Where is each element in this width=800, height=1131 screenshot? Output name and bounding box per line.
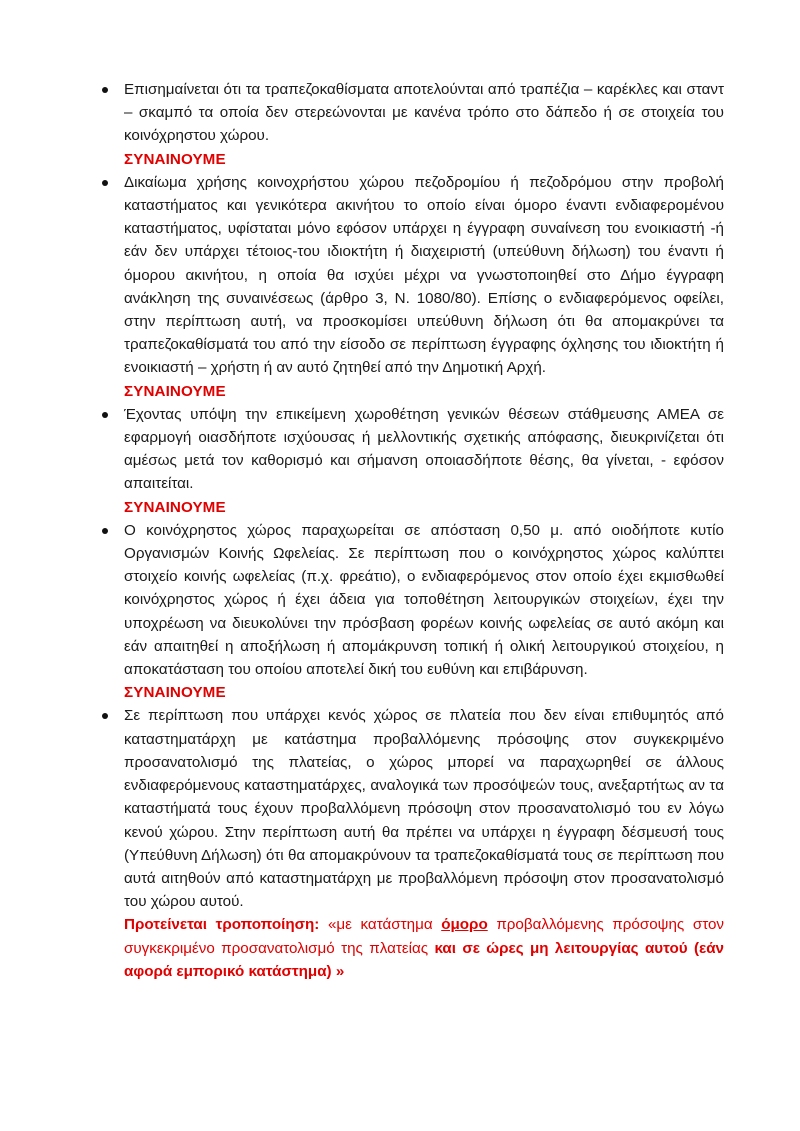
- list-item: [124, 78, 724, 171]
- list-item: [124, 519, 724, 705]
- list-item: [124, 704, 724, 982]
- bullet-icon: [102, 412, 108, 418]
- bullet-icon: [102, 180, 108, 186]
- proposal-open: «με κατάστημα: [319, 916, 442, 934]
- item-text: Σε περίπτωση που υπάρχει κενός χώρος σε πλατεία που δεν είναι επιθυμητός από καταστηματάρχη με κατάστημα προβαλλόμενης πρόσοψης στον συγκεκριμένο προσανατολισμό της πλατείας, ο χώρος μπορεί να παραχωρηθεί σε άλλους ενδιαφερόμενους καταστηματάρχες, αναλογικά των προσόψεών τους, ανεξαρτήτως αν τα καταστήματά τους έχουν προβαλλόμενη πρόσοψη στον προσανατολισμό του εν λόγω κενού χώρου. Στην περίπτωση αυτή θα πρέπει να υπάρχει η έγγραφη δέσμευσή τους (Υπεύθυνη Δήλωση) ότι θα απομακρύνουν τα τραπεζοκαθίσματά τους σε περίπτωση που αυτά αιτηθούν από καταστηματάρχη με προβαλλόμενη πρόσοψη στον προσανατολισμό του χώρου αυτού.: [124, 707, 724, 911]
- item-text: Επισημαίνεται ότι τα τραπεζοκαθίσματα αποτελούνται από τραπέζια – καρέκλες και σταντ – σκαμπό τα οποία δεν στερεώνονται με κανένα τρόπο στο δάπεδο ή σε στοιχεία του κοινόχρηστου χώρου.: [124, 81, 724, 145]
- agreement-label: ΣΥΝΑΙΝΟΥΜΕ: [124, 684, 226, 702]
- proposed-amendment: [124, 913, 724, 983]
- agreement-label: ΣΥΝΑΙΝΟΥΜΕ: [124, 498, 226, 516]
- bullet-icon: [102, 713, 108, 719]
- agreement-label: ΣΥΝΑΙΝΟΥΜΕ: [124, 150, 226, 168]
- document-page: [124, 78, 724, 983]
- bullet-icon: [102, 528, 108, 534]
- item-text: Ο κοινόχρηστος χώρος παραχωρείται σε απόσταση 0,50 μ. από οιοδήποτε κυτίο Οργανισμών Κοινής Ωφελείας. Σε περίπτωση που ο κοινόχρηστος χώρος καλύπτει στοιχείο κοινής ωφελείας (π.χ. φρεάτιο), ο ενδιαφερόμενος στον οποίο έχει εκμισθωθεί κοινόχρηστος χώρος ή έχει άδεια για τοποθέτηση λειτουργικών στοιχείων, έχει την υποχρέωση να διευκολύνει την πρόσβαση φορέων κοινής ωφελείας σε αυτό ακόμη και εάν απαιτηθεί η αποξήλωση ή απομάκρυνση τοπική ή ολική λειτουργικού στοιχείου, η αποκατάσταση του οποίου αποτελεί δική του ευθύνη και επιβάρυνση.: [124, 521, 724, 679]
- proposal-underlined-word: όμορο: [441, 916, 488, 934]
- list-item: [124, 171, 724, 403]
- item-text: Δικαίωμα χρήσης κοινοχρήστου χώρου πεζοδρομίου ή πεζοδρόμου στην προβολή καταστήματος και γενικότερα ακινήτου το οποίο είναι όμορο έναντι ενδιαφερομένου καταστήματος, υφίσταται μόνο εφόσον υπάρχει η έγγραφη συναίνεση του ενοικιαστή -ή εάν δεν υπάρχει τέτοιος-του ιδιοκτήτη ή διαχειριστή (υπεύθυνη δήλωση) του έναντι ή όμορου ακινήτου, η οποία θα ισχύει μέχρι να γνωστοποιηθεί στο Δήμο έγγραφη ανάκληση της συναινέσεως (άρθρο 3, Ν. 1080/80). Επίσης ο ενδιαφερόμενος οφείλει, στην περίπτωση αυτή, να προσκομίσει υπεύθυνη δήλωση ότι θα απομακρύνει τα τραπεζοκαθίσματά του από την είσοδο σε περίπτωση έγγραφης όχλησης του ιδιοκτήτη ή ενοικιαστή – χρήστη ή αν αυτό ζητηθεί από την Δημοτική Αρχή.: [124, 173, 724, 377]
- bullet-icon: [102, 87, 108, 93]
- agreement-label: ΣΥΝΑΙΝΟΥΜΕ: [124, 382, 226, 400]
- list-item: [124, 403, 724, 519]
- proposal-middle: προβαλλόμενης πρόσοψης στον συγκεκριμένο προσανατολισμό της πλατείας: [124, 916, 725, 957]
- item-text: Έχοντας υπόψη την επικείμενη χωροθέτηση γενικών θέσεων στάθμευσης ΑΜΕΑ σε εφαρμογή οιασδήποτε ισχύουσας ή μελλοντικής σχετικής απόφασης, διευκρινίζεται ότι αμέσως μετά τον καθορισμό και σήμανση οποιασδήποτε θέσης, θα γίνεται, - εφόσον απαιτείται.: [124, 405, 724, 493]
- proposal-bold-tail: και σε ώρες μη λειτουργίας αυτού (εάν αφορά εμπορικό κατάστημα) »: [124, 939, 724, 980]
- proposal-label: Προτείνεται τροποποίηση:: [124, 916, 320, 934]
